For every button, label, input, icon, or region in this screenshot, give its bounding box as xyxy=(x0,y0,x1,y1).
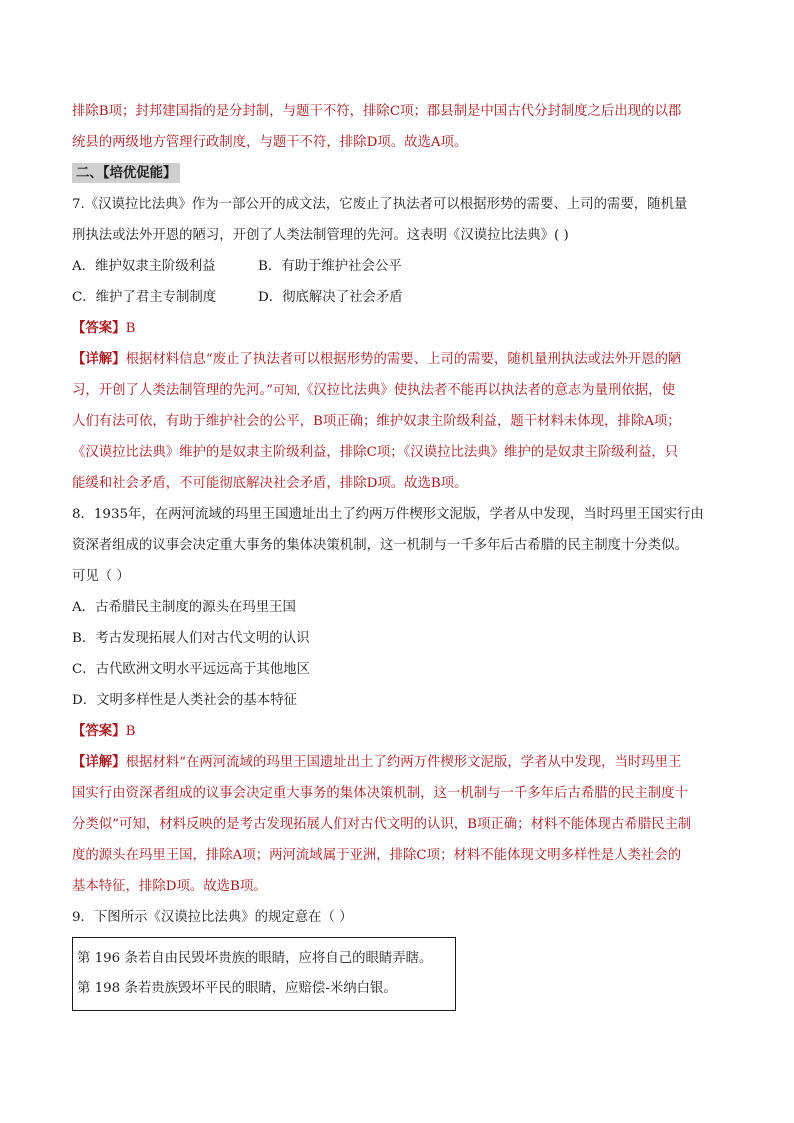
q7-detail-line-1 xyxy=(72,344,722,375)
q7-detail-line-5: 能缓和社会矛盾，不可能彻底解决社会矛盾，排除D项。故选B项。 xyxy=(72,476,468,491)
question-9 xyxy=(72,902,722,1011)
q7-detail-line-2 xyxy=(72,375,722,406)
q8-stem-line-1: 8．1935年，在两河流域的玛里王国遗址出土了约两万件楔形文泥版，学者从中发现，当时玛里王国实行由 xyxy=(72,507,704,522)
section-heading: 二、【培优促能】 xyxy=(72,163,180,183)
q7-option-a: A．维护奴隶主阶级利益 xyxy=(72,259,216,274)
q8-option-d: D．文明多样性是人类社会的基本特征 xyxy=(72,693,297,708)
q8-stem-line-3: 可见（ ） xyxy=(72,569,130,584)
q7-detail-text-2b: 可知, xyxy=(273,383,301,397)
q7-option-b: B．有助于维护社会公平 xyxy=(258,259,402,274)
q8-detail-line-5: 基本特征，排除D项。故选B项。 xyxy=(72,879,267,894)
q7-answer-value: B xyxy=(125,321,136,336)
q7-detail-line-3: 人们有法可依，有助于维护社会的公平，B项正确；维护奴隶主阶级利益，题干材料未体现，排除A项； xyxy=(72,414,681,429)
q8-detail-line-2: 国实行由资深者组成的议事会决定重大事务的集体决策机制，这一机制与一千多年后古希腊的民主制度十 xyxy=(72,786,688,801)
q8-answer xyxy=(72,716,722,747)
q7-detail-tag: 【详解】 xyxy=(72,351,126,367)
q7-option-d: D．彻底解决了社会矛盾 xyxy=(258,290,403,305)
q7-detail-text-2c: 《汉拉比法典》使执法者不能再以执法者的意志为量刑依据，使 xyxy=(300,383,675,398)
q8-option-a: A．古希腊民主制度的源头在玛里王国 xyxy=(72,600,296,615)
document-page xyxy=(72,96,722,1011)
q8-detail-tag: 【详解】 xyxy=(72,754,126,770)
q7-options-row-2 xyxy=(72,282,722,313)
q9-box-line-2: 第 198 条若贵族毁坏平民的眼睛，应赔偿-米纳白银。 xyxy=(77,981,397,996)
q8-option-c: C．古代欧洲文明水平远远高于其他地区 xyxy=(72,662,310,677)
q8-detail-line-3: 分类似”可知，材料反映的是考古发现拓展人们对古代文明的认识，B项正确；材料不能体现古希腊民主制 xyxy=(72,817,692,832)
q7-detail-text-2a: 习，开创了人类法制管理的先河。” xyxy=(72,383,274,398)
q9-law-excerpt-box xyxy=(72,937,456,1011)
q8-answer-tag: 【答案】 xyxy=(72,723,126,739)
q8-stem-line-2: 资深者组成的议事会决定重大事务的集体决策机制，这一机制与一千多年后古希腊的民主制度十分类似。 xyxy=(72,538,688,553)
prev-detail-line-1: 排除B项；封邦建国指的是分封制，与题干不符，排除C项；郡县制是中国古代分封制度之后出现的以郡 xyxy=(72,104,682,119)
q8-option-b: B．考古发现拓展人们对古代文明的认识 xyxy=(72,631,310,646)
q7-detail-line-4: 《汉谟拉比法典》维护的是奴隶主阶级利益，排除C项；《汉谟拉比法典》维护的是奴隶主阶级利益，只 xyxy=(72,445,679,460)
q7-options-row-1 xyxy=(72,251,722,282)
q7-answer xyxy=(72,313,722,344)
q7-stem-line-1: 7.《汉谟拉比法典》作为一部公开的成文法，它废止了执法者可以根据形势的需要、上司的需要，随机量 xyxy=(72,197,688,212)
q9-stem: 9．下图所示《汉谟拉比法典》的规定意在（ ） xyxy=(72,910,353,925)
q9-box-line-1: 第 196 条若自由民毁坏贵族的眼睛，应将自己的眼睛弄瞎。 xyxy=(77,951,433,966)
q7-stem-line-2: 刑执法或法外开恩的陋习，开创了人类法制管理的先河。这表明《汉谟拉比法典》( ) xyxy=(72,228,569,243)
q7-option-c: C．维护了君主专制制度 xyxy=(72,290,217,305)
question-8 xyxy=(72,499,722,902)
question-7 xyxy=(72,189,722,499)
q8-detail-text-1: 根据材料“在两河流域的玛里王国遗址出土了约两万件楔形文泥版，学者从中发现，当时玛里王 xyxy=(125,755,682,770)
q7-answer-tag: 【答案】 xyxy=(72,320,126,336)
q8-detail-line-1 xyxy=(72,747,722,778)
q8-answer-value: B xyxy=(125,724,136,739)
q8-detail-line-4: 度的源头在玛里王国，排除A项；两河流域属于亚洲，排除C项；材料不能体现文明多样性是人类社会的 xyxy=(72,848,682,863)
prev-detail-line-2: 统县的两级地方管理行政制度，与题干不符，排除D项。故选A项。 xyxy=(72,135,468,150)
q7-detail-text-1: 根据材料信息“废止了执法者可以根据形势的需要、上司的需要，随机量刑执法或法外开恩的陋 xyxy=(125,352,682,367)
